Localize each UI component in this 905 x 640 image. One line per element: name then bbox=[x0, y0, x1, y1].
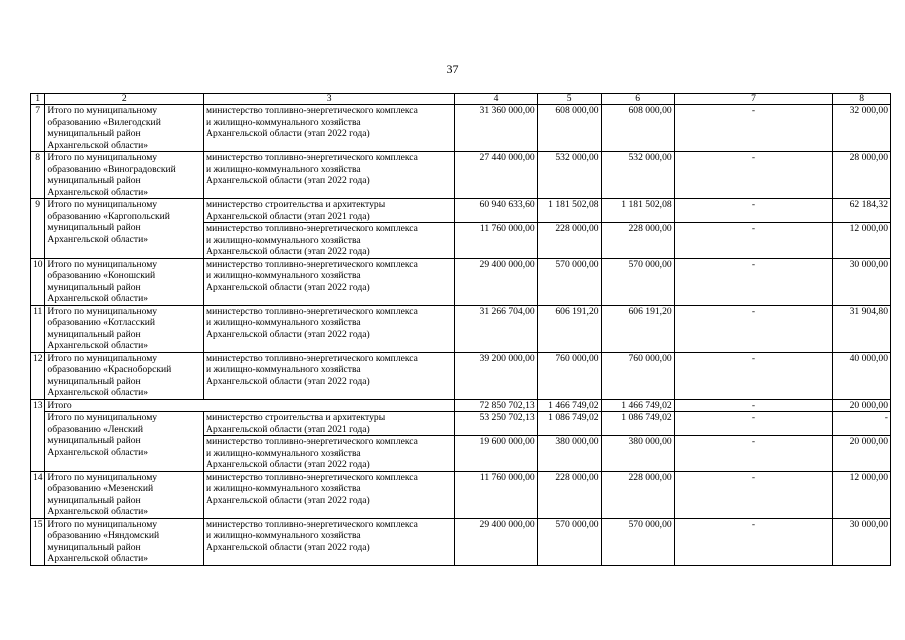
column-header: 6 bbox=[601, 94, 674, 105]
cell-col6: 570 000,00 bbox=[601, 258, 674, 305]
cell-col7: - bbox=[674, 471, 833, 518]
cell-col5: 570 000,00 bbox=[537, 518, 601, 565]
column-header: 8 bbox=[833, 94, 891, 105]
cell-col8: 20 000,00 bbox=[833, 436, 891, 472]
cell-col8: 40 000,00 bbox=[833, 352, 891, 399]
cell-col4: 11 760 000,00 bbox=[455, 471, 537, 518]
funding-table bbox=[30, 93, 891, 566]
page-number: 37 bbox=[446, 62, 459, 76]
cell-col8: 31 904,80 bbox=[833, 305, 891, 352]
cell-col7: - bbox=[674, 152, 833, 199]
table-row bbox=[31, 412, 891, 436]
cell-col5: 606 191,20 bbox=[537, 305, 601, 352]
cell-col4: 53 250 702,13 bbox=[455, 412, 537, 436]
table-row bbox=[31, 105, 891, 152]
cell-col8: 20 000,00 bbox=[833, 399, 891, 412]
ministry-name: министерство топливно-энергетического комплекса и жилищно-коммунального хозяйства Архангельской области (этап 2022 года) bbox=[204, 258, 455, 305]
cell-col8: - bbox=[833, 412, 891, 436]
cell-col6: 1 181 502,08 bbox=[601, 199, 674, 223]
cell-col5: 228 000,00 bbox=[537, 223, 601, 259]
ministry-name: министерство топливно-энергетического комплекса и жилищно-коммунального хозяйства Архангельской области (этап 2022 года) bbox=[204, 223, 455, 259]
row-number: 14 bbox=[31, 471, 45, 518]
table-row bbox=[31, 471, 891, 518]
cell-col7: - bbox=[674, 258, 833, 305]
cell-col4: 31 266 704,00 bbox=[455, 305, 537, 352]
municipality-name: Итого по муниципальному образованию «Котласский муниципальный район Архангельской области» bbox=[45, 305, 204, 352]
cell-col5: 1 086 749,02 bbox=[537, 412, 601, 436]
row-number: 15 bbox=[31, 518, 45, 565]
cell-col6: 228 000,00 bbox=[601, 471, 674, 518]
row-number: 13 bbox=[31, 399, 45, 471]
cell-col7: - bbox=[674, 199, 833, 223]
cell-col6: 760 000,00 bbox=[601, 352, 674, 399]
table-row bbox=[31, 518, 891, 565]
cell-col7: - bbox=[674, 105, 833, 152]
cell-col8: 12 000,00 bbox=[833, 223, 891, 259]
table-row bbox=[31, 199, 891, 223]
ministry-name: министерство топливно-энергетического комплекса и жилищно-коммунального хозяйства Архангельской области (этап 2022 года) bbox=[204, 152, 455, 199]
cell-col4: 72 850 702,13 bbox=[455, 399, 537, 412]
cell-col4: 60 940 633,60 bbox=[455, 199, 537, 223]
municipality-name: Итого по муниципальному образованию «Вилегодский муниципальный район Архангельской области» bbox=[45, 105, 204, 152]
cell-col7: - bbox=[674, 352, 833, 399]
cell-col8: 12 000,00 bbox=[833, 471, 891, 518]
cell-col4: 19 600 000,00 bbox=[455, 436, 537, 472]
table-total-row bbox=[31, 399, 891, 412]
cell-col7: - bbox=[674, 518, 833, 565]
ministry-name: министерство топливно-энергетического комплекса и жилищно-коммунального хозяйства Архангельской области (этап 2022 года) bbox=[204, 471, 455, 518]
cell-col5: 608 000,00 bbox=[537, 105, 601, 152]
cell-col4: 39 200 000,00 bbox=[455, 352, 537, 399]
cell-col4: 31 360 000,00 bbox=[455, 105, 537, 152]
ministry-name: министерство строительства и архитектуры Архангельской области (этап 2021 года) bbox=[204, 412, 455, 436]
cell-col5: 1 466 749,02 bbox=[537, 399, 601, 412]
row-number: 8 bbox=[31, 152, 45, 199]
cell-col4: 29 400 000,00 bbox=[455, 518, 537, 565]
table-row bbox=[31, 305, 891, 352]
column-header: 1 bbox=[31, 94, 45, 105]
ministry-name: министерство топливно-энергетического комплекса и жилищно-коммунального хозяйства Архангельской области (этап 2022 года) bbox=[204, 305, 455, 352]
table-row bbox=[31, 152, 891, 199]
cell-col5: 1 181 502,08 bbox=[537, 199, 601, 223]
cell-col7: - bbox=[674, 223, 833, 259]
cell-col8: 62 184,32 bbox=[833, 199, 891, 223]
table-row bbox=[31, 352, 891, 399]
cell-col7: - bbox=[674, 305, 833, 352]
ministry-name: министерство строительства и архитектуры Архангельской области (этап 2021 года) bbox=[204, 199, 455, 223]
column-header: 2 bbox=[45, 94, 204, 105]
cell-col4: 27 440 000,00 bbox=[455, 152, 537, 199]
cell-col4: 29 400 000,00 bbox=[455, 258, 537, 305]
municipality-name: Итого по муниципальному образованию «Ленский муниципальный район Архангельской области» bbox=[45, 412, 204, 472]
cell-col6: 1 086 749,02 bbox=[601, 412, 674, 436]
cell-col8: 32 000,00 bbox=[833, 105, 891, 152]
cell-col4: 11 760 000,00 bbox=[455, 223, 537, 259]
municipality-name: Итого по муниципальному образованию «Коношский муниципальный район Архангельской области» bbox=[45, 258, 204, 305]
cell-col6: 380 000,00 bbox=[601, 436, 674, 472]
municipality-name: Итого по муниципальному образованию «Каргопольский муниципальный район Архангельской области» bbox=[45, 199, 204, 259]
column-header: 7 bbox=[674, 94, 833, 105]
ministry-name: министерство топливно-энергетического комплекса и жилищно-коммунального хозяйства Архангельской области (этап 2022 года) bbox=[204, 105, 455, 152]
cell-col8: 28 000,00 bbox=[833, 152, 891, 199]
row-number: 10 bbox=[31, 258, 45, 305]
municipality-name: Итого по муниципальному образованию «Няндомский муниципальный район Архангельской области» bbox=[45, 518, 204, 565]
row-number: 12 bbox=[31, 352, 45, 399]
cell-col5: 760 000,00 bbox=[537, 352, 601, 399]
cell-col7: - bbox=[674, 412, 833, 436]
cell-col5: 532 000,00 bbox=[537, 152, 601, 199]
cell-col6: 570 000,00 bbox=[601, 518, 674, 565]
municipality-name: Итого по муниципальному образованию «Мезенский муниципальный район Архангельской области» bbox=[45, 471, 204, 518]
cell-col6: 532 000,00 bbox=[601, 152, 674, 199]
column-header: 4 bbox=[455, 94, 537, 105]
cell-col8: 30 000,00 bbox=[833, 518, 891, 565]
cell-col8: 30 000,00 bbox=[833, 258, 891, 305]
ministry-name: министерство топливно-энергетического комплекса и жилищно-коммунального хозяйства Архангельской области (этап 2022 года) bbox=[204, 436, 455, 472]
cell-col7: - bbox=[674, 399, 833, 412]
municipality-name: Итого по муниципальному образованию «Красноборский муниципальный район Архангельской области» bbox=[45, 352, 204, 399]
total-label: Итого bbox=[45, 399, 455, 412]
row-number: 11 bbox=[31, 305, 45, 352]
ministry-name: министерство топливно-энергетического комплекса и жилищно-коммунального хозяйства Архангельской области (этап 2022 года) bbox=[204, 352, 455, 399]
table-row bbox=[31, 258, 891, 305]
municipality-name: Итого по муниципальному образованию «Виноградовский муниципальный район Архангельской области» bbox=[45, 152, 204, 199]
row-number: 9 bbox=[31, 199, 45, 259]
row-number: 7 bbox=[31, 105, 45, 152]
ministry-name: министерство топливно-энергетического комплекса и жилищно-коммунального хозяйства Архангельской области (этап 2022 года) bbox=[204, 518, 455, 565]
table-header-row bbox=[31, 94, 891, 105]
cell-col6: 228 000,00 bbox=[601, 223, 674, 259]
cell-col5: 570 000,00 bbox=[537, 258, 601, 305]
cell-col5: 228 000,00 bbox=[537, 471, 601, 518]
cell-col7: - bbox=[674, 436, 833, 472]
cell-col5: 380 000,00 bbox=[537, 436, 601, 472]
cell-col6: 606 191,20 bbox=[601, 305, 674, 352]
column-header: 5 bbox=[537, 94, 601, 105]
cell-col6: 608 000,00 bbox=[601, 105, 674, 152]
cell-col6: 1 466 749,02 bbox=[601, 399, 674, 412]
column-header: 3 bbox=[204, 94, 455, 105]
